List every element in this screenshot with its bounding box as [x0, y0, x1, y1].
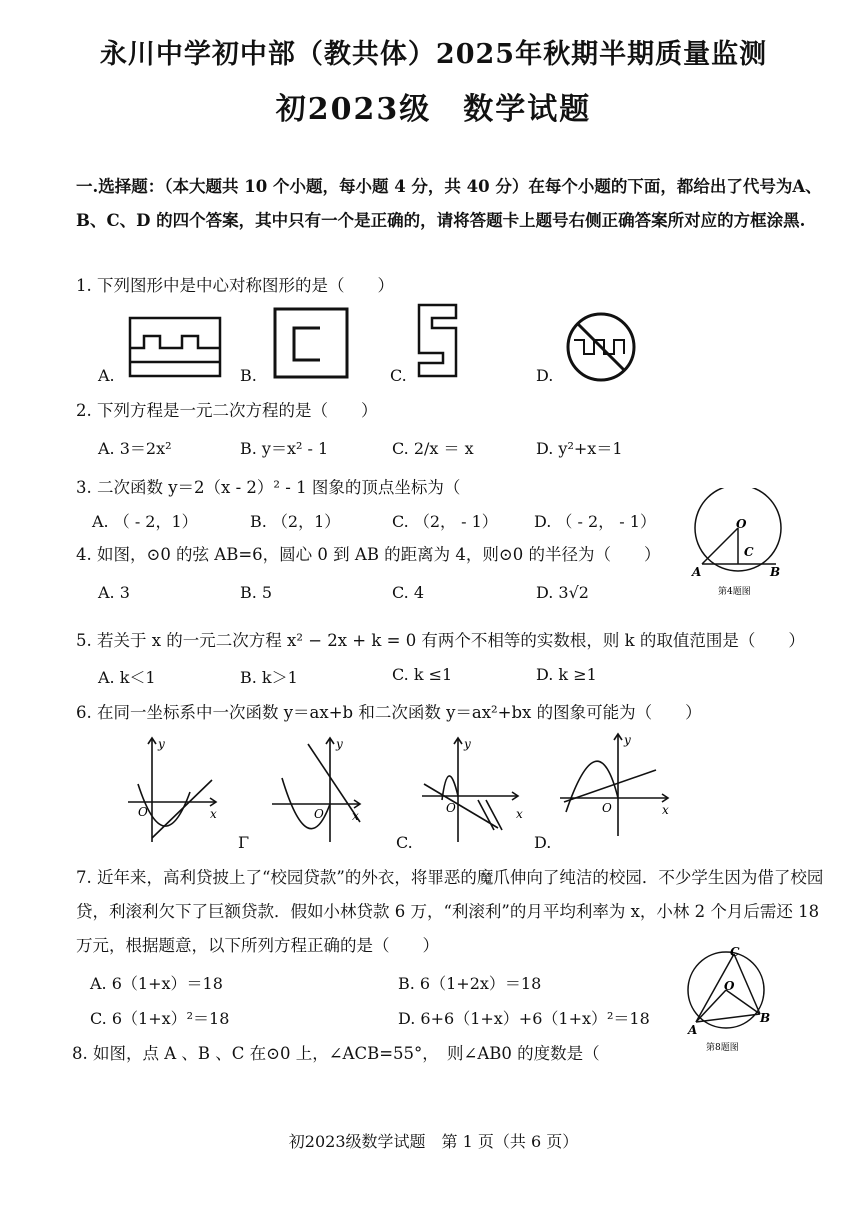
- q1-option-a: A.: [98, 366, 115, 385]
- q8-stem: 8. 如图，点 A 、B 、C 在⊙0 上，∠ACB=55°， 则∠AB0 的度数是（: [72, 1044, 600, 1063]
- q2-option-a: A. 3＝2x²: [98, 439, 172, 458]
- q6-option-c: C.: [396, 833, 413, 852]
- q7-option-c: C. 6（1+x）²＝18: [90, 1009, 230, 1028]
- q4-label-a: A: [692, 565, 702, 579]
- q5-option-d: D. k ≥1: [536, 665, 597, 684]
- q6-d-y-label: y: [624, 733, 631, 747]
- q6-c-origin: O: [446, 801, 456, 815]
- q1-option-c: C.: [390, 366, 407, 385]
- q6-option-d: D.: [534, 833, 552, 852]
- q2-stem: 2. 下列方程是一元二次方程的是（ ）: [76, 401, 378, 420]
- q6-b-origin: O: [314, 807, 324, 821]
- section-intro: 一.选择题：（本大题共 10 个小题，每小题 4 分，共 40 分）在每个小题的下面，都给出了代号为A、B、C、D 的四个答案，其中只有一个是正确的，请将答题卡上题号右侧正确答案所对应的方框涂黑.: [76, 177, 822, 230]
- q8-label-b: B: [760, 1011, 771, 1025]
- q6-a-x-label: x: [210, 807, 217, 821]
- q8-label-o: O: [724, 979, 735, 993]
- q6-b-y-label: y: [336, 737, 343, 751]
- s-shape-icon: [416, 302, 462, 380]
- q6-d-x-label: x: [662, 803, 669, 817]
- q5-option-b: B. k＞1: [240, 668, 298, 687]
- q7-option-d: D. 6+6（1+x）+6（1+x）²＝18: [398, 1009, 650, 1028]
- q4-option-b: B. 5: [240, 583, 273, 602]
- q4-figure-caption: 第4题图: [718, 587, 751, 597]
- q8-circle-figure: [680, 942, 780, 1054]
- q4-stem: 4. 如图，⊙0 的弦 AB=6，圆心 0 到 AB 的距离为 4，则⊙0 的半径为（ ）: [76, 545, 661, 564]
- q4-label-b: B: [770, 565, 781, 579]
- q3-option-c: C. （2， - 1）: [392, 512, 498, 531]
- battlement-shape-icon: [126, 314, 224, 380]
- q4-label-c: C: [744, 545, 754, 559]
- q5-stem: 5. 若关于 x 的一元二次方程 x² − 2x + k = 0 有两个不相等的实数根，则 k 的取值范围是（ ）: [76, 631, 805, 650]
- prohibition-sign-icon: [564, 310, 638, 384]
- q6-graph-d: [556, 728, 676, 840]
- q6-graph-c: [418, 734, 530, 846]
- q3-option-a: A. （ - 2，1）: [92, 512, 198, 531]
- q4-option-d: D. 3√2: [536, 583, 589, 602]
- q4-circle-figure: [690, 488, 790, 600]
- q6-a-origin: O: [138, 805, 148, 819]
- q6-option-a: Γ: [238, 833, 250, 852]
- q7-option-a: A. 6（1+x）＝18: [90, 974, 223, 993]
- q8-figure-caption: 第8题图: [706, 1043, 739, 1053]
- q6-a-y-label: y: [158, 737, 165, 751]
- q3-option-b: B. （2，1）: [250, 512, 341, 531]
- q6-d-origin: O: [602, 801, 612, 815]
- q1-option-d: D.: [536, 366, 554, 385]
- q4-option-a: A. 3: [98, 583, 130, 602]
- q6-c-y-label: y: [464, 737, 471, 751]
- q1-stem: 1. 下列图形中是中心对称图形的是（ ）: [76, 276, 394, 295]
- q6-graph-b: [268, 734, 368, 846]
- q2-option-c: C. 2/x ＝ x: [392, 439, 474, 458]
- page-footer: 初2023级数学试题 第 1 页（共 6 页）: [288, 1132, 579, 1151]
- q8-label-c: C: [730, 945, 740, 959]
- q6-c-x-label: x: [516, 807, 523, 821]
- q5-option-c: C. k ≤1: [392, 665, 453, 684]
- q6-stem: 6. 在同一坐标系中一次函数 y＝ax+b 和二次函数 y＝ax²+bx 的图象可能为（ ）: [76, 703, 702, 722]
- q7-stem: 7. 近年来，高利贷披上了“校园贷款”的外衣，将罪恶的魔爪伸向了纯洁的校园．不少学生因为借了校园贷，利滚利欠下了巨额贷款．假如小林贷款 6 万，“利滚利”的月平均利率为 x，小林 2 个月后需还 18 万元，根据题意，以下所列方程正确的是（ ）: [76, 868, 824, 955]
- q4-option-c: C. 4: [392, 583, 425, 602]
- q2-option-d: D. y²+x＝1: [536, 439, 623, 458]
- q1-option-b: B.: [240, 366, 257, 385]
- q7-option-b: B. 6（1+2x）＝18: [398, 974, 542, 993]
- q3-stem: 3. 二次函数 y＝2（x - 2）² - 1 图象的顶点坐标为（: [76, 478, 461, 497]
- q3-option-d: D. （ - 2， - 1）: [534, 512, 656, 531]
- square-bracket-shape-icon: [272, 306, 350, 380]
- q5-option-a: A. k＜1: [98, 668, 156, 687]
- exam-subtitle: 初2023级 数学试题: [275, 92, 592, 127]
- q4-label-o: O: [736, 517, 747, 531]
- q8-label-a: A: [688, 1023, 698, 1037]
- q2-option-b: B. y＝x² - 1: [240, 439, 329, 458]
- q6-b-x-label: x: [352, 809, 359, 823]
- q6-graph-a: [124, 734, 224, 846]
- exam-title: 永川中学初中部（教共体）2025年秋期半期质量监测: [99, 39, 768, 70]
